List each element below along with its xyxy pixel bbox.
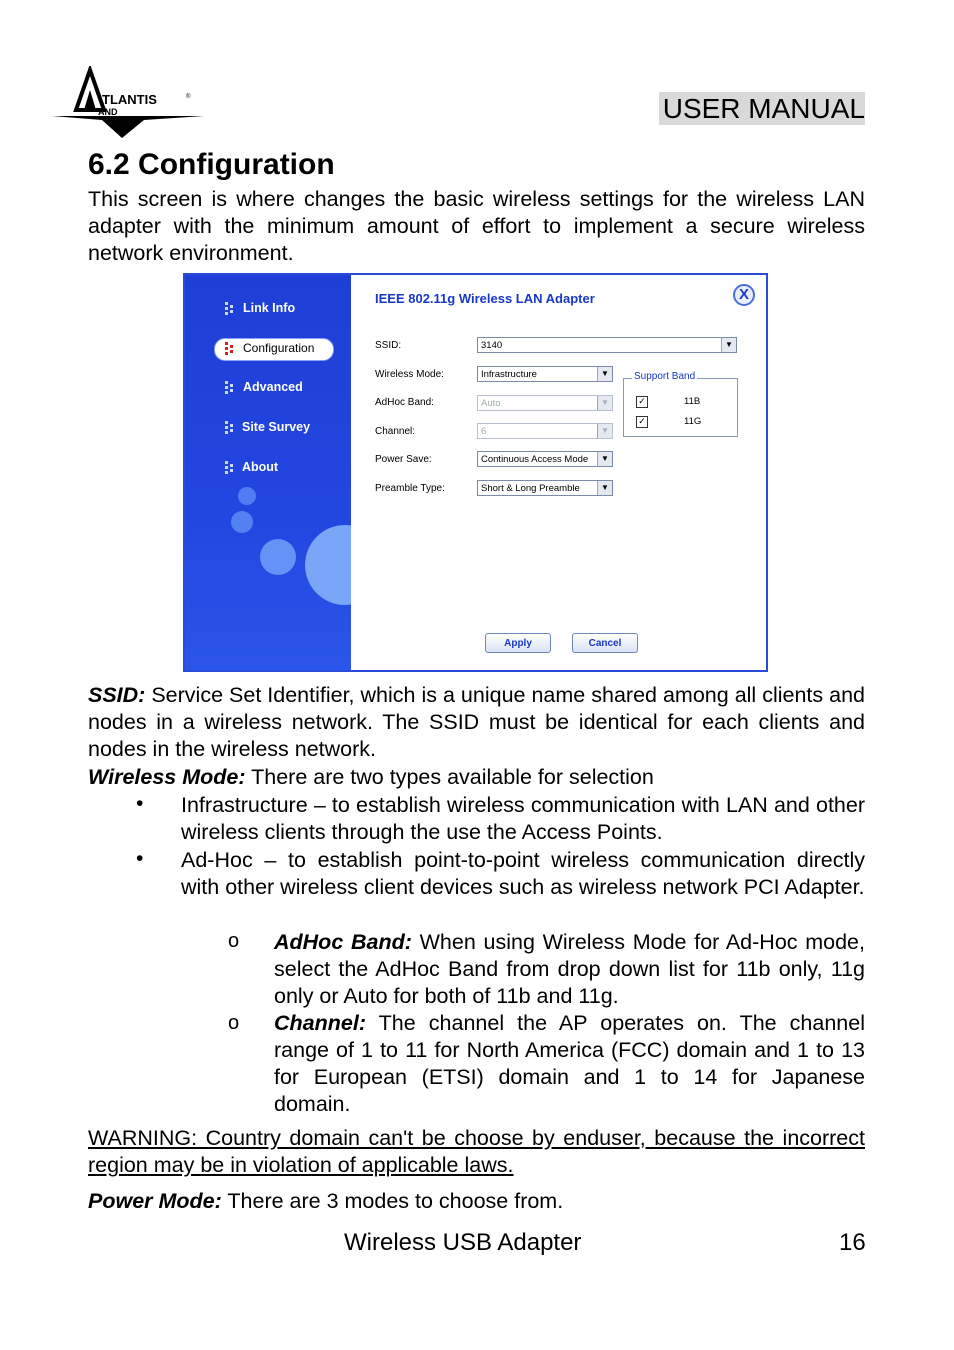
chevron-down-icon: ▼: [597, 424, 612, 438]
adhoc-band-value: Auto: [481, 398, 501, 409]
nav-configuration[interactable]: Configuration: [243, 341, 315, 355]
nav-link-info[interactable]: Link Info: [243, 301, 296, 315]
bullet-marker: •: [136, 792, 144, 815]
ssid-paragraph: [88, 682, 865, 763]
ssid-select[interactable]: [477, 337, 737, 353]
chevron-down-icon: ▼: [597, 481, 612, 495]
warning-note: WARNING: Country domain can't be choose by enduser, because the incorrect region may be in violation of applicable laws.: [88, 1126, 865, 1177]
page-number: 16: [839, 1229, 866, 1256]
nav-configuration-icon: [225, 342, 235, 356]
power-mode-paragraph: [88, 1188, 865, 1215]
ssid-label: SSID:: [375, 340, 402, 351]
channel-label: Channel:: [375, 426, 416, 437]
nav-about-icon: [225, 461, 235, 475]
bubble-decoration: [238, 487, 256, 505]
bullet-adhoc: Ad-Hoc – to establish point-to-point wireless communication directly with other wireless client devices such as wireless network PCI Adapter.: [181, 848, 865, 899]
adhoc-band-term: AdHoc Band:: [274, 930, 412, 954]
wireless-mode-paragraph: [88, 764, 865, 791]
power-save-label: Power Save:: [375, 454, 432, 465]
cancel-button[interactable]: Cancel: [572, 633, 638, 653]
intro-paragraph: This screen is where changes the basic wireless settings for the wireless LAN adapter with the minimum amount of effort to implement a secure wireless network environment.: [88, 187, 865, 265]
sub-bullet-marker: o: [228, 1012, 240, 1034]
sidebar: [185, 275, 351, 670]
chevron-down-icon: ▼: [721, 338, 736, 352]
support-band-group: [623, 371, 738, 437]
chevron-down-icon: ▼: [597, 367, 612, 381]
ssid-text: Service Set Identifier, which is a unique name shared among all clients and nodes in a wireless network. The SSID must be identical for each clients and nodes in the wireless network.: [88, 683, 865, 761]
channel-text: The channel the AP operates on. The channel range of 1 to 11 for North America (FCC) domain and 1 to 13 for European (ETSI) domain and 1 to 14 for Japanese domain.: [274, 1011, 865, 1116]
apply-button[interactable]: Apply: [485, 633, 551, 653]
adhoc-band-item: [274, 929, 865, 1010]
nav-link-info-icon: [225, 302, 235, 316]
wireless-mode-value: Infrastructure: [481, 369, 537, 380]
bullet-infrastructure: Infrastructure – to establish wireless communication with LAN and other wireless clients through the use the Access Points.: [181, 793, 865, 844]
wireless-mode-text: There are two types available for selection: [251, 765, 654, 789]
svg-text:®: ®: [186, 94, 191, 100]
checkbox-11g-label: 11G: [684, 416, 702, 427]
nav-site-survey[interactable]: Site Survey: [242, 420, 311, 434]
wireless-mode-label: Wireless Mode:: [375, 369, 444, 380]
nav-site-survey-icon: [225, 421, 235, 435]
power-mode-text: There are 3 modes to choose from.: [227, 1189, 564, 1213]
atlantis-logo: [48, 66, 208, 140]
bubble-decoration: [231, 511, 253, 533]
bullet-marker: •: [136, 847, 144, 870]
footer-product: Wireless USB Adapter: [344, 1229, 582, 1256]
sub-bullet-marker: o: [228, 930, 240, 952]
nav-about[interactable]: About: [242, 460, 279, 474]
nav-advanced[interactable]: Advanced: [243, 380, 303, 394]
preamble-type-value: Short & Long Preamble: [481, 483, 580, 494]
preamble-type-label: Preamble Type:: [375, 483, 445, 494]
config-panel: [351, 275, 766, 670]
channel-value: 6: [481, 426, 487, 437]
channel-item: [274, 1010, 865, 1118]
bubble-decoration: [305, 525, 351, 605]
config-screenshot: [183, 273, 768, 672]
checkbox-11g[interactable]: ✓: [636, 416, 648, 428]
bubble-decoration: [260, 539, 296, 575]
section-title: 6.2 Configuration: [88, 148, 335, 181]
channel-term: Channel:: [274, 1011, 366, 1035]
chevron-down-icon: ▼: [597, 396, 612, 410]
panel-title: IEEE 802.11g Wireless LAN Adapter: [375, 291, 595, 306]
close-button[interactable]: X: [733, 284, 755, 306]
channel-select[interactable]: [477, 423, 613, 439]
ssid-term: SSID:: [88, 683, 146, 707]
adhoc-band-text: When using Wireless Mode for Ad-Hoc mode, select the AdHoc Band from drop down list for 11b only, 11g only or Auto for both of 11b and 11g.: [274, 930, 865, 1008]
power-save-select[interactable]: [477, 451, 613, 467]
power-save-value: Continuous Access Mode: [481, 454, 589, 465]
user-manual-label: USER MANUAL: [659, 92, 865, 125]
adhoc-band-label: AdHoc Band:: [375, 397, 434, 408]
chevron-down-icon: ▼: [597, 452, 612, 466]
support-band-legend: Support Band: [634, 371, 696, 382]
preamble-type-select[interactable]: [477, 480, 613, 496]
checkbox-11b[interactable]: ✓: [636, 396, 648, 408]
nav-advanced-icon: [225, 381, 235, 395]
checkbox-11b-label: 11B: [684, 396, 701, 407]
svg-text:AND: AND: [98, 107, 118, 117]
ssid-value: 3140: [481, 340, 503, 351]
wireless-mode-select[interactable]: [477, 366, 613, 382]
wireless-mode-term: Wireless Mode:: [88, 765, 246, 789]
power-mode-term: Power Mode:: [88, 1189, 222, 1213]
logo-lettering: TLANTIS: [102, 92, 157, 107]
adhoc-band-select[interactable]: [477, 395, 613, 411]
